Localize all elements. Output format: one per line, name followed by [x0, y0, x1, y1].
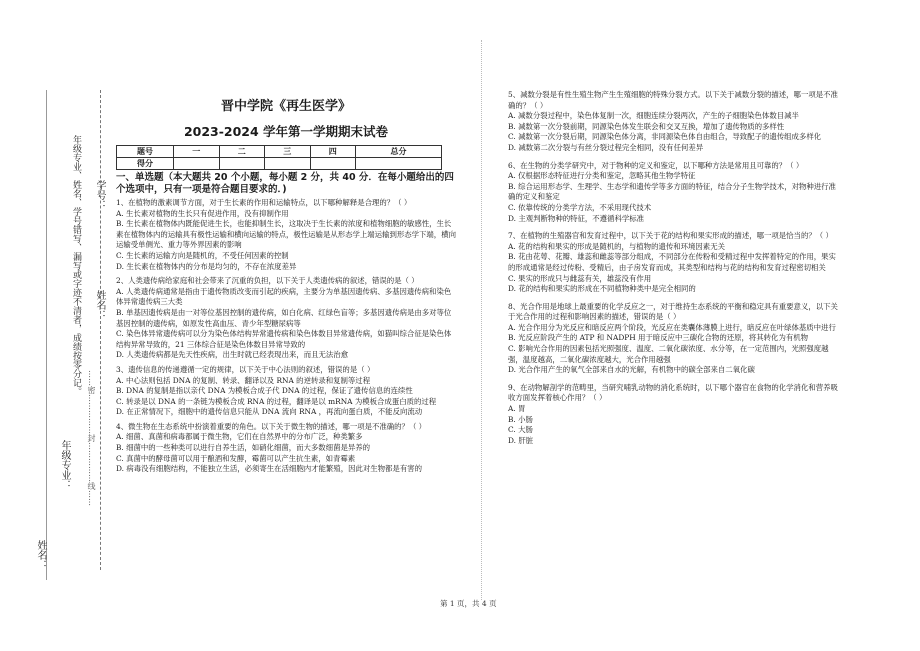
question-option: B. 生长素在植物体内既能促进生长，也能抑制生长，这取决于生长素的浓度和植物细胞的敏感性，生长素在植物体内的运输具有极性运输和横向运输的特点，极性运输是从形态学上端运输到形态学下端，横向运输受单侧光、重力等外界因素的影响	[116, 219, 456, 250]
question-option: C. 真菌中的酵母菌可以用于酿酒和发酵，霉菌可以产生抗生素，如青霉素	[116, 453, 356, 463]
question-option: B. 单基因遗传病是由一对等位基因控制的遗传病，如白化病、红绿色盲等；多基因遗传病是由多对等位基因控制的遗传病，如原发性高血压、青少年型糖尿病等	[116, 307, 452, 328]
question-option: A. 生长素对植物的生长只有促进作用，没有抑制作用	[116, 208, 289, 218]
question-option: D. 花的结构和果实的形成在不同植物种类中是完全相同的	[508, 284, 696, 294]
question-option: D. 人类遗传病都是先天性疾病，出生时就已经表现出来，而且无法治愈	[116, 350, 349, 360]
question-block	[508, 302, 838, 376]
question-option: C. 染色体异常遗传病可以分为染色体结构异常遗传病和染色体数目异常遗传病，如猫叫综合征是染色体结构异常导致的，21 三体综合征是染色体数目异常导致的	[116, 329, 452, 349]
score-cell: 总分	[356, 146, 442, 158]
fill-notice: 年级专业、姓名、学号错写、漏写或字迹不清者，成绩按零分记。	[71, 135, 81, 396]
question-option: A. 人类遗传病通常是指由于遗传物质改变而引起的疾病，主要分为单基因遗传病、多基因遗传病和染色体异常遗传病三大类	[116, 286, 452, 307]
question-option: D. 生长素在植物体内的分布是均匀的，不存在浓度差异	[116, 261, 297, 271]
question-option: B. 光反应阶段产生的 ATP 和 NADPH 用于暗反应中三碳化合物的还原，将其转化为有机物	[508, 333, 809, 343]
question-stem: 8、光合作用是地球上最重要的化学反应之一，对于维持生态系统的平衡和稳定具有重要意义，以下关于光合作用的过程和影响因素的描述，错误的是（ ）	[508, 301, 838, 322]
score-cell: 题号	[117, 146, 174, 158]
question-stem: 5、减数分裂是有性生殖生物产生生殖细胞的特殊分裂方式。以下关于减数分裂的描述，哪一项是不准确的？（ ）	[508, 90, 838, 110]
left-question-list	[116, 198, 456, 475]
question-option: B. 减数第一次分裂前期，同源染色体发生联会和交叉互换，增加了遗传物质的多样性	[508, 121, 785, 131]
question-option: D. 减数第二次分裂与有丝分裂过程完全相同，没有任何差异	[508, 142, 704, 152]
question-block	[116, 365, 456, 418]
margin-line-left	[46, 90, 47, 580]
question-option: C. 生长素的运输方向是随机的，不受任何因素的控制	[116, 250, 289, 260]
exam-term-title: 2023-2024 学年第一学期期末试卷	[183, 124, 389, 139]
major-label: 年级专业：	[59, 440, 70, 490]
seal-line-text: ……密……………封……………线……	[87, 370, 96, 506]
question-option: C. 影响光合作用的因素包括光照强度、温度、二氧化碳浓度、水分等，在一定范围内，光照强度越强，温度越高，二氧化碳浓度越大，光合作用越强	[508, 344, 829, 364]
question-option: B. 综合运用形态学、生理学、生态学和遗传学等多方面的特征，结合分子生物学技术，对物种进行准确的定义和鉴定	[508, 181, 836, 202]
question-stem: 6、在生物的分类学研究中，对于物种的定义和鉴定，以下哪种方法是常用且可靠的？（ ）	[508, 160, 804, 170]
left-column	[116, 95, 456, 479]
score-cell	[356, 158, 442, 170]
right-column	[508, 90, 838, 453]
question-block	[116, 198, 456, 272]
binding-margin	[0, 0, 112, 651]
question-stem: 1、在植物的激素调节方面，对于生长素的作用和运输特点，以下哪种解释是合理的？（ ）	[116, 198, 412, 207]
question-stem: 9、在动物解剖学的范畴里，当研究哺乳动物的消化系统时，以下哪个器官在食物的化学消化和营养吸收方面发挥着核心作用？（ ）	[508, 382, 838, 403]
question-option: A. 减数分裂过程中，染色体复制一次，细胞连续分裂两次，产生的子细胞染色体数目减半	[508, 111, 799, 121]
question-option: A. 仅根据形态特征进行分类和鉴定，忽略其他生物学特征	[508, 171, 696, 181]
question-option: B. 小肠	[508, 414, 533, 424]
section-heading: 一、单选题（本大题共 20 个小题，每小题 2 分，共 40 分．在每小题给出的四个选项中，只有一项是符合题目要求的．)	[116, 172, 454, 195]
question-option: C. 转录是以 DNA 的一条链为模板合成 RNA 的过程，翻译是以 mRNA 为模板合成蛋白质的过程	[116, 396, 437, 406]
score-cell: 一	[174, 146, 220, 158]
question-option: A. 胃	[508, 404, 526, 414]
question-option: D. 主观判断物种的特征，不遵循科学标准	[508, 213, 645, 223]
score-cell	[310, 158, 356, 170]
exam-school-title: 晋中学院《再生医学》	[220, 99, 351, 114]
score-table-header-row	[117, 146, 442, 158]
question-option: A. 花的结构和果实的形成是随机的，与植物的遗传和环境因素无关	[508, 241, 725, 251]
score-cell: 三	[265, 146, 311, 158]
question-block	[116, 276, 456, 361]
question-block	[508, 383, 838, 447]
question-block	[508, 161, 838, 225]
question-option: A. 中心法则包括 DNA 的复制、转录、翻译以及 RNA 的逆转录和复制等过程	[116, 375, 371, 385]
question-stem: 3、遗传信息的传递遵循一定的规律，以下关于中心法则的叙述，错误的是（ ）	[116, 364, 375, 374]
question-block	[508, 231, 838, 295]
name-label: 姓名：	[94, 290, 105, 320]
question-stem: 7、在植物的生殖器官和发育过程中，以下关于花的结构和果实形成的描述，哪一项是恰当的？（ ）	[508, 231, 833, 241]
question-option: C. 减数第一次分裂后期，同源染色体分离，非同源染色体自由组合，导致配子的遗传组成多样化	[508, 132, 822, 142]
score-cell: 二	[219, 146, 265, 158]
score-cell	[174, 158, 220, 170]
student-id-label: 学号：	[94, 180, 105, 210]
question-option: D. 在正常情况下，细胞中的遗传信息只能从 DNA 流向 RNA ，再流向蛋白质，不能反向流动	[116, 407, 423, 417]
fold-line	[481, 40, 482, 600]
question-option: B. DNA 的复制是指以亲代 DNA 为模板合成子代 DNA 的过程，保证了遗传信息的连续性	[116, 386, 413, 396]
question-option: A. 细菌、真菌和病毒都属于微生物，它们在自然界中的分布广泛，种类繁多	[116, 432, 363, 442]
question-block	[116, 422, 456, 475]
question-option: D. 病毒没有细胞结构，不能独立生活，必须寄生在活细胞内才能繁殖，因此对生物都是有害的	[116, 464, 422, 474]
score-table-points-row	[117, 158, 442, 170]
question-option: B. 细菌中的一些种类可以进行自养生活，如硝化细菌，而大多数细菌是异养的	[116, 443, 371, 453]
question-stem: 4、微生物在生态系统中扮演着重要的角色。以下关于微生物的描述，哪一项是不准确的？（ ）	[116, 421, 427, 431]
score-cell	[265, 158, 311, 170]
question-option: A. 光合作用分为光反应和暗反应两个阶段，光反应在类囊体薄膜上进行，暗反应在叶绿体基质中进行	[508, 322, 836, 332]
page-number: 第 1 页，共 4 页	[440, 599, 497, 608]
question-stem: 2、人类遗传病给家庭和社会带来了沉重的负担，以下关于人类遗传病的叙述，错误的是（ ）	[116, 276, 419, 286]
score-cell: 四	[310, 146, 356, 158]
question-option: D. 光合作用产生的氧气全部来自水的光解，有机物中的碳全部来自二氧化碳	[508, 365, 755, 375]
score-table	[116, 145, 442, 170]
score-cell	[219, 158, 265, 170]
question-option: B. 花由花萼、花瓣、雄蕊和雌蕊等部分组成，不同部分在传粉和受精过程中发挥着特定的作用，果实的形成通常是经过传粉、受精后，由子房发育而成，其类型和结构与花的结构和发育过程密切相关	[508, 252, 836, 272]
question-option: C. 依靠传统的分类学方法，不采用现代技术	[508, 202, 652, 212]
bottom-name-label: 姓名：	[35, 540, 46, 570]
score-cell: 得分	[117, 158, 174, 170]
question-option: C. 果实的形成只与雌蕊有关，雄蕊没有作用	[508, 273, 652, 283]
question-option: C. 大肠	[508, 425, 533, 435]
right-question-list	[508, 90, 838, 446]
seal-line	[100, 90, 101, 570]
question-block	[508, 90, 838, 154]
question-option: D. 肝脏	[508, 435, 534, 445]
